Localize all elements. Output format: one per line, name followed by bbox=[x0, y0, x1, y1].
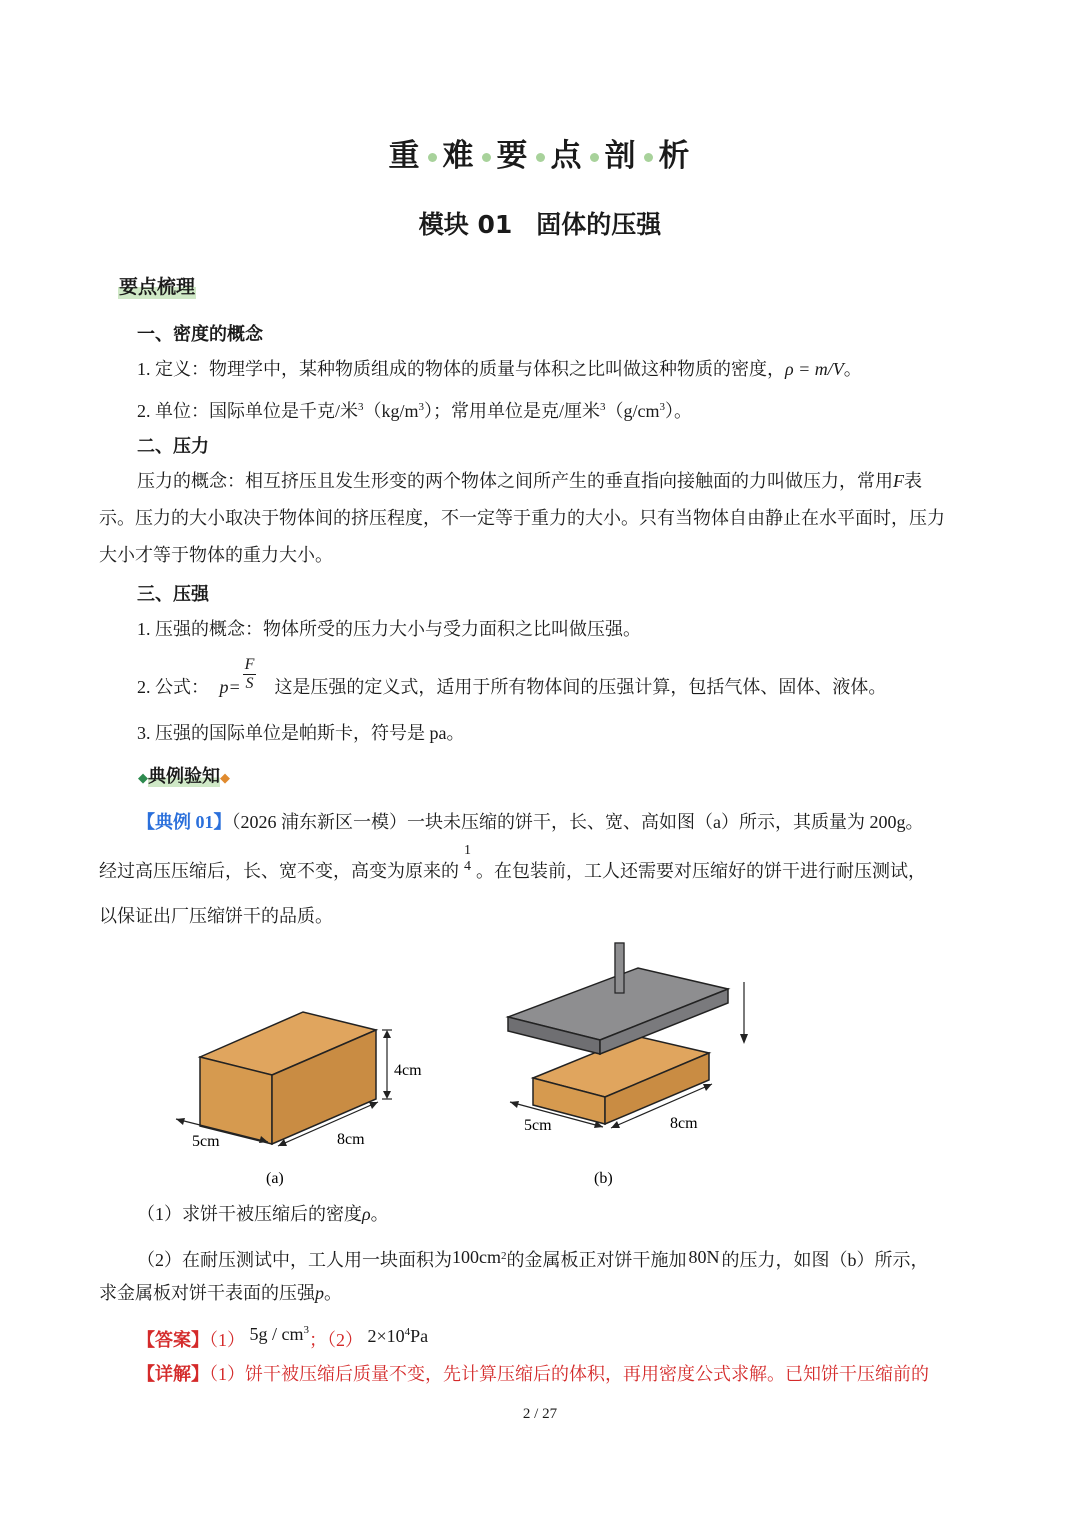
question-text: 求金属板对饼干表面的压强 bbox=[99, 1283, 315, 1303]
density-units bbox=[137, 395, 692, 423]
title-char: 要 bbox=[496, 138, 530, 174]
fraction-denominator: S bbox=[245, 675, 254, 693]
title-dot bbox=[536, 153, 545, 162]
example-line1 bbox=[137, 810, 924, 834]
superscript: 3 bbox=[303, 1324, 309, 1336]
answer-value-1: 5g / cm bbox=[249, 1324, 304, 1344]
fraction-numerator: F bbox=[244, 656, 255, 674]
units-text: ）。 bbox=[665, 401, 693, 421]
title-char: 剖 bbox=[604, 138, 638, 174]
detail-line bbox=[137, 1362, 929, 1386]
title-char: 重 bbox=[388, 138, 422, 174]
units-text: （kg/m bbox=[363, 401, 419, 421]
title-char: 难 bbox=[442, 138, 476, 174]
units-text: （g/cm bbox=[605, 401, 660, 421]
example-fraction bbox=[462, 843, 473, 875]
answer-unit: Pa bbox=[410, 1326, 429, 1346]
section-heading-density: 一、密度的概念 bbox=[137, 324, 263, 345]
question-text: （2）在耐压测试中，工人用一块面积为 bbox=[137, 1250, 452, 1270]
superscript: 3 bbox=[659, 401, 666, 413]
detail-tag: 【详解】 bbox=[137, 1364, 209, 1384]
pressure-formula-line bbox=[137, 656, 887, 709]
question-text: 。 bbox=[370, 1204, 389, 1224]
symbol-rho: ρ bbox=[362, 1204, 371, 1224]
example-text: （2026 浦东新区一模）一块未压缩的饼干，长、宽、高如图（a）所示，其质量为 200g。 bbox=[231, 812, 924, 832]
example-tag bbox=[138, 762, 230, 788]
superscript: 4 bbox=[404, 1326, 411, 1338]
question-1 bbox=[137, 1202, 389, 1226]
example-text: 。在包装前，工人还需要对压缩好的饼干进行耐压测试， bbox=[476, 861, 926, 881]
example-line3: 以保证出厂压缩饼干的品质。 bbox=[99, 906, 333, 926]
example-figure bbox=[0, 930, 1080, 1195]
force-paragraph-line1 bbox=[137, 469, 922, 493]
superscript: 3 bbox=[358, 401, 364, 413]
force-paragraph-line2: 示。压力的大小取决于物体间的挤压程度，不一定等于重力的大小。只有当物体自由静止在水平面时，压力 bbox=[99, 508, 945, 528]
section-heading-force: 二、压力 bbox=[137, 436, 209, 457]
units-text: ）；常用单位是克/厘米 bbox=[424, 401, 601, 421]
dim-height-a: 4cm bbox=[394, 1062, 422, 1079]
title-char: 析 bbox=[658, 138, 692, 174]
dim-width-a: 5cm bbox=[192, 1133, 220, 1150]
fraction-denominator: 4 bbox=[464, 858, 471, 874]
answer-part: （1） bbox=[209, 1330, 245, 1350]
example-number-tag: 【典例 01】 bbox=[137, 812, 232, 832]
caption-a: (a) bbox=[266, 1170, 284, 1187]
question-text: 。 bbox=[324, 1283, 342, 1303]
example-tag-text: 典例验知 bbox=[148, 766, 220, 787]
diamond-icon: ◆ bbox=[220, 771, 230, 786]
question-text: 的压力，如图（b）所示， bbox=[721, 1250, 929, 1270]
figure-b bbox=[508, 943, 748, 1187]
page-title bbox=[0, 130, 1080, 175]
module-label: 模块 01 bbox=[418, 210, 513, 239]
page-number: 2 / 27 bbox=[522, 1406, 558, 1422]
answer-line bbox=[137, 1324, 428, 1352]
symbol-p: p bbox=[315, 1283, 324, 1303]
density-definition bbox=[137, 357, 862, 381]
question-text: （1）求饼干被压缩后的密度 bbox=[137, 1204, 362, 1224]
density-definition-text: 1. 定义：物理学中，某种物质组成的物体的质量与体积之比叫做这种物质的密度， bbox=[137, 359, 785, 379]
diamond-icon: ◆ bbox=[138, 771, 148, 786]
formula-description: 这是压强的定义式，适用于所有物体间的压强计算，包括气体、固体、液体。 bbox=[274, 677, 887, 697]
caption-b: (b) bbox=[594, 1170, 613, 1187]
detail-text: （1）饼干被压缩后质量不变，先计算压缩后的体积，再用密度公式求解。已知饼干压缩前的 bbox=[209, 1364, 929, 1384]
density-formula: ρ = m/V bbox=[785, 359, 844, 379]
units-text: 2. 单位：国际单位是千克/米 bbox=[137, 401, 358, 421]
fraction-numerator: 1 bbox=[464, 842, 471, 858]
pressure-unit: 3. 压强的国际单位是帕斯卡，符号是 pa。 bbox=[137, 723, 465, 743]
question-2-line1 bbox=[137, 1244, 929, 1272]
title-dot bbox=[482, 153, 491, 162]
example-text: 经过高压压缩后，长、宽不变，高变为原来的 bbox=[99, 861, 459, 881]
superscript: 3 bbox=[418, 401, 425, 413]
question-text: 的金属板正对饼干施加 bbox=[506, 1250, 687, 1270]
title-dot bbox=[590, 153, 599, 162]
formula-label: 2. 公式： bbox=[137, 677, 209, 697]
formula-p: p= bbox=[219, 677, 241, 697]
paragraph-text: 压力的概念：相互挤压且发生形变的两个物体之间所产生的垂直指向接触面的力叫做压力，常用 bbox=[137, 471, 893, 491]
section-tag: 要点梳理 bbox=[118, 272, 196, 299]
title-char: 点 bbox=[550, 138, 584, 174]
module-name: 固体的压强 bbox=[536, 210, 662, 239]
force-paragraph-line3: 大小才等于物体的重力大小。 bbox=[99, 545, 333, 565]
pressure-concept: 1. 压强的概念：物体所受的压力大小与受力面积之比叫做压强。 bbox=[137, 619, 641, 639]
superscript: 2 bbox=[501, 1250, 507, 1262]
formula-fraction bbox=[243, 656, 257, 693]
dim-width-b: 5cm bbox=[524, 1117, 552, 1134]
title-dot bbox=[428, 153, 437, 162]
force-value: 80N bbox=[688, 1247, 720, 1267]
example-line2 bbox=[99, 842, 926, 894]
figure-a bbox=[176, 1012, 422, 1187]
answer-tag: 【答案】 bbox=[137, 1330, 209, 1350]
dim-length-b: 8cm bbox=[670, 1115, 698, 1132]
density-definition-end: 。 bbox=[843, 359, 862, 379]
title-dot bbox=[644, 153, 653, 162]
answer-part: （2） bbox=[327, 1330, 363, 1350]
paragraph-text: 表 bbox=[904, 471, 922, 491]
question-2-line2 bbox=[99, 1281, 342, 1305]
symbol-F: F bbox=[893, 471, 904, 491]
section-heading-pressure: 三、压强 bbox=[137, 584, 209, 605]
dim-length-a: 8cm bbox=[337, 1131, 365, 1148]
area-value: 100cm bbox=[452, 1247, 501, 1267]
superscript: 3 bbox=[600, 401, 606, 413]
answer-value-2: 2×10 bbox=[367, 1326, 405, 1346]
module-heading bbox=[0, 205, 1080, 241]
answer-separator: ； bbox=[309, 1330, 327, 1350]
